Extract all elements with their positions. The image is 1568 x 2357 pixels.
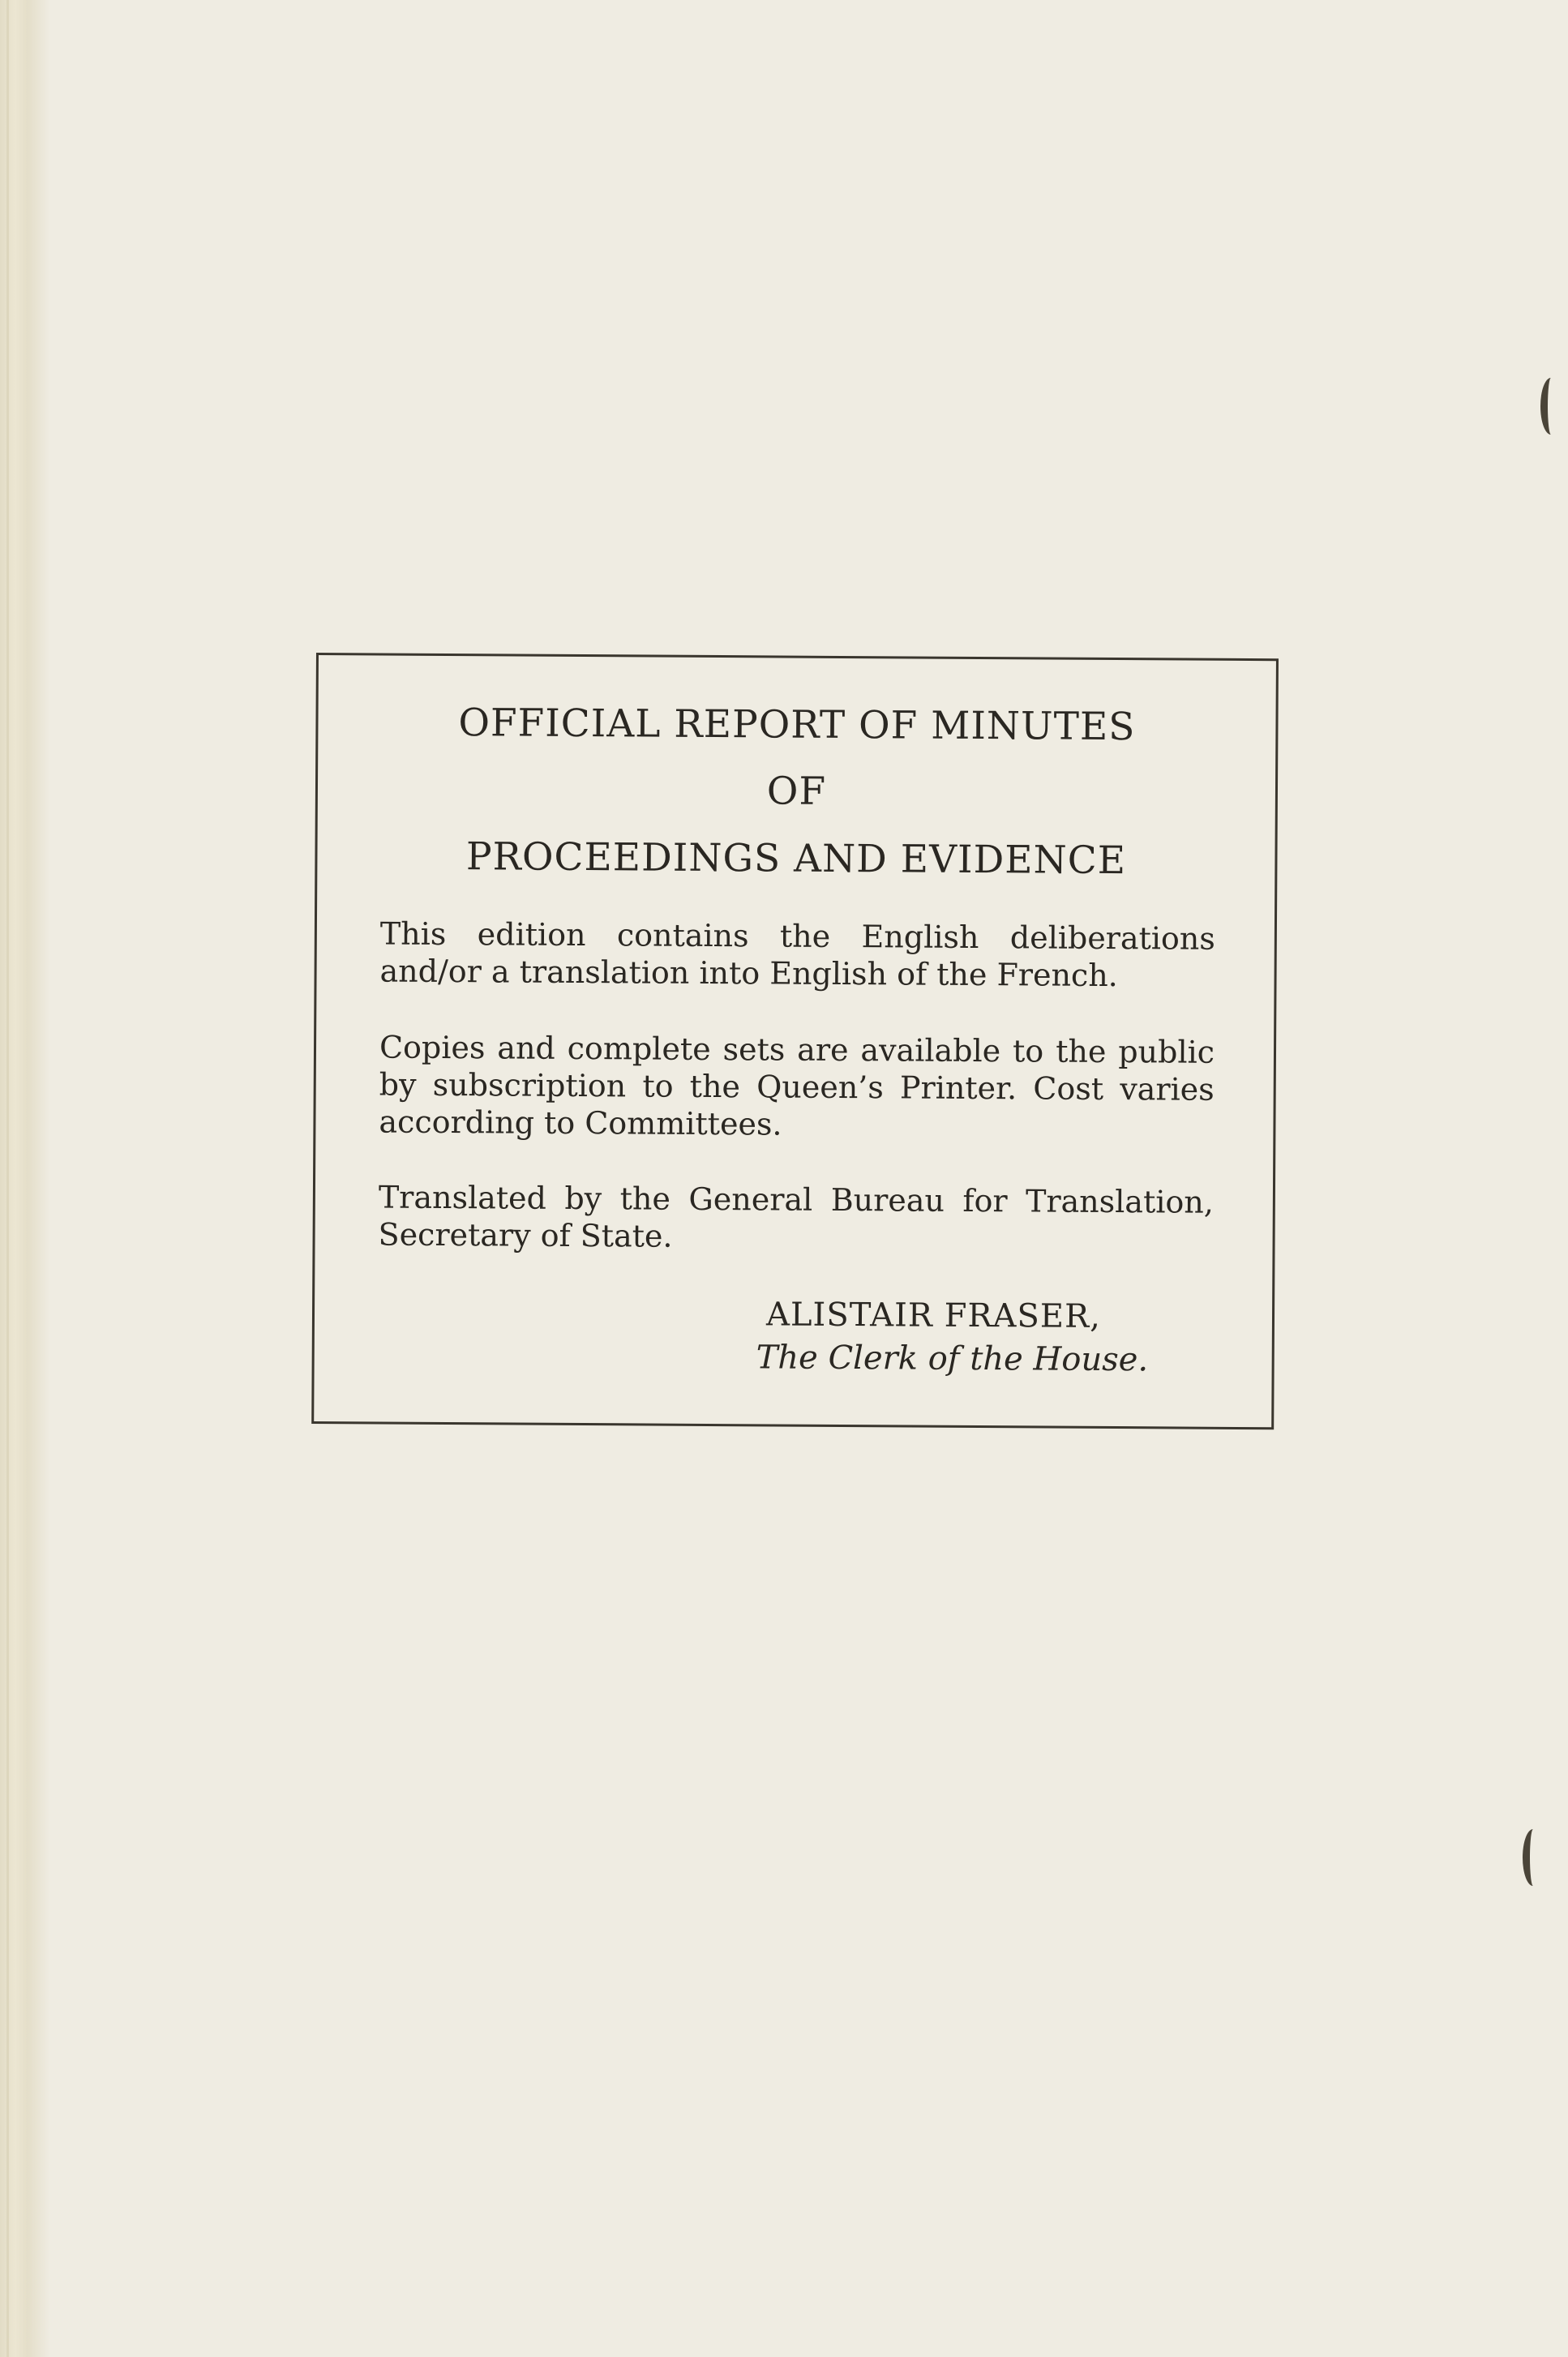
translation-paragraph: Translated by the General Bureau for Translation, Secretary of State. xyxy=(378,1179,1215,1254)
page-edge xyxy=(0,0,50,2357)
heading-line-3: PROCEEDINGS AND EVIDENCE xyxy=(465,834,1127,884)
heading-line-2: OF xyxy=(766,769,827,814)
signature-block xyxy=(756,1294,1211,1382)
subscription-paragraph: Copies and complete sets are available to the public by subscription to the Queen’s Printer. Cost varies according to Committees. xyxy=(379,1029,1215,1142)
edition-paragraph: This edition contains the English deliberations and/or a translation into English of the French. xyxy=(379,915,1216,994)
signature-name: ALISTAIR FRASER, xyxy=(765,1296,1102,1335)
punch-hole-bottom xyxy=(1523,1829,1544,1886)
punch-hole-top xyxy=(1540,378,1562,435)
signature-title: The Clerk of the House. xyxy=(756,1339,1149,1379)
notice-box xyxy=(311,653,1279,1429)
heading-line-1: OFFICIAL REPORT OF MINUTES xyxy=(458,701,1136,750)
